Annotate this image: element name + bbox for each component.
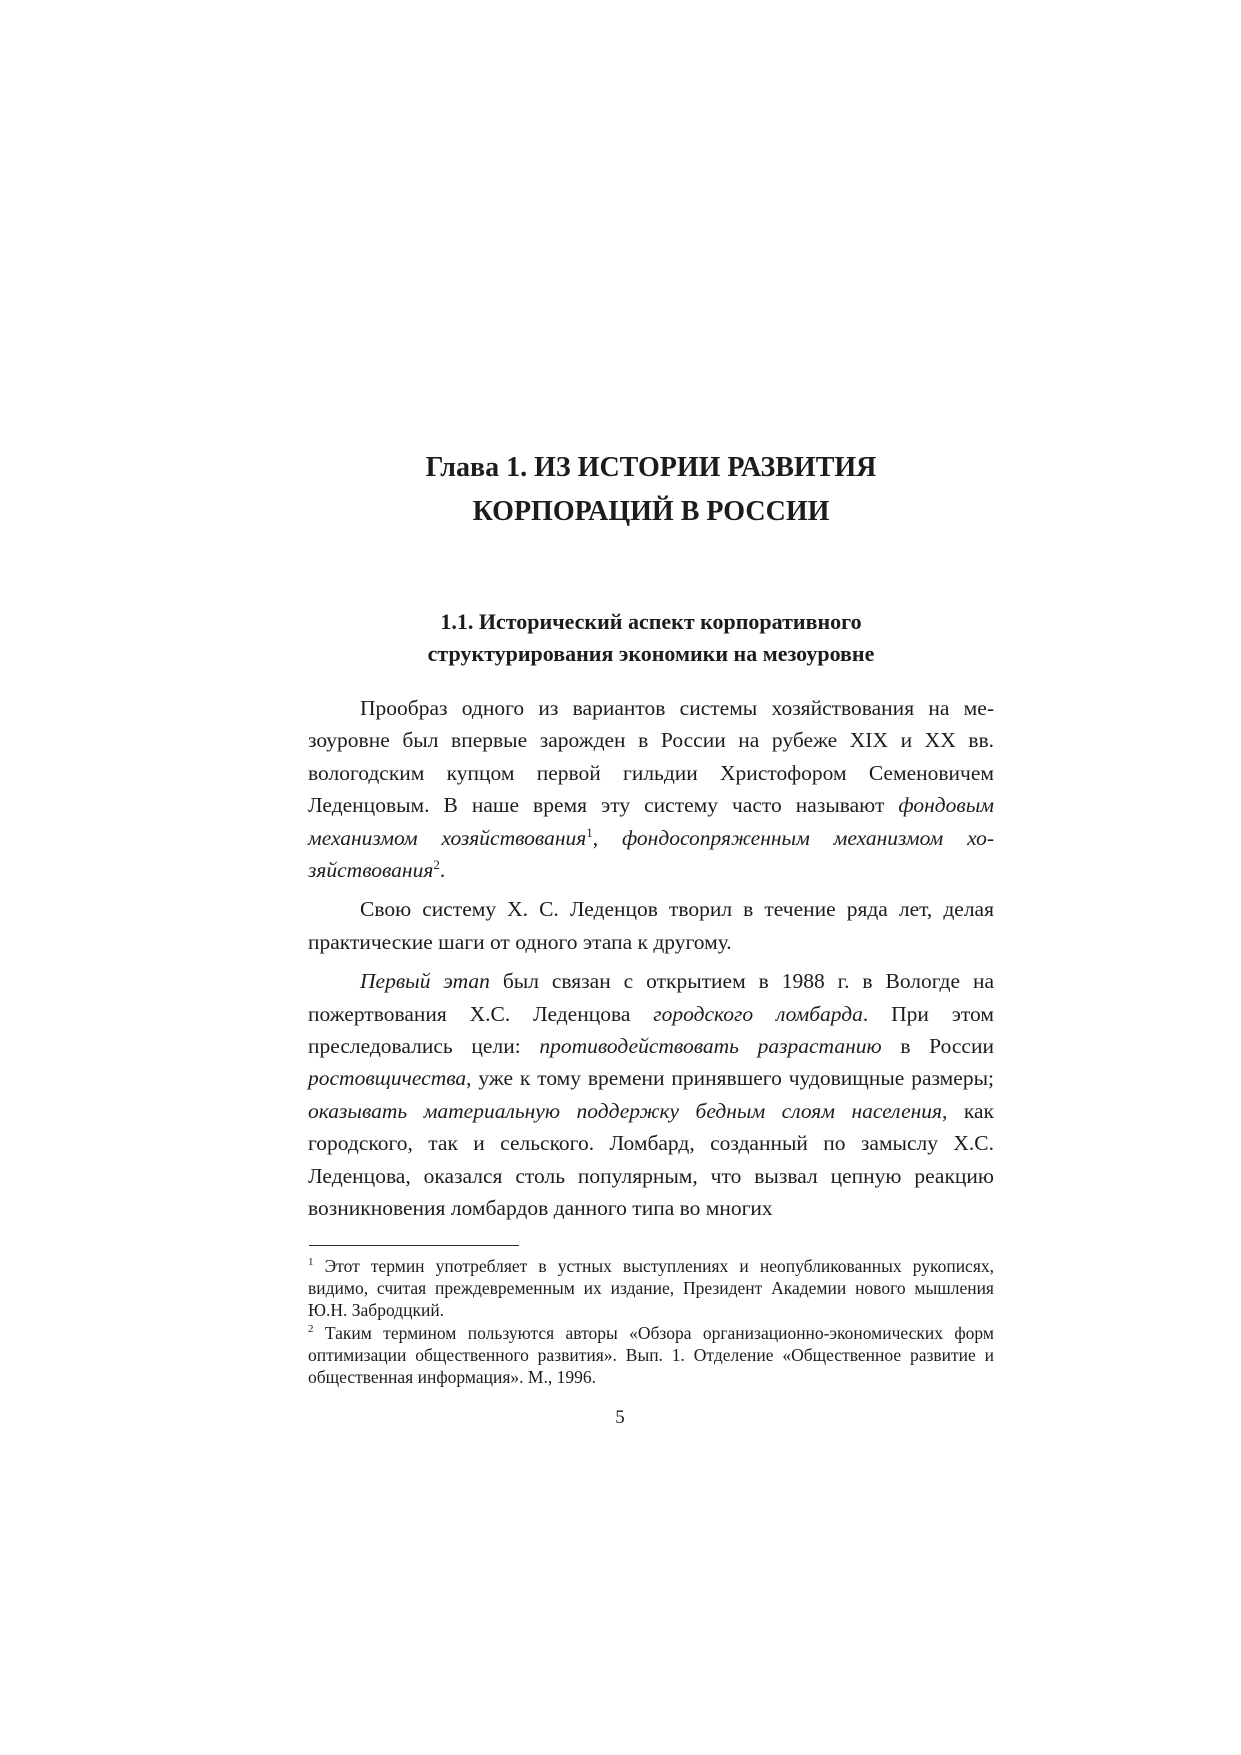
- paragraph-3-text-e: , как городского, так и сельского. Ломбард, созданный по замыслу Х.С. Леденцова, оказался столь популярным, что вызвал цепную реакцию возникновения ломбардов данного типа во многих: [308, 1098, 994, 1221]
- paragraph-3-emphasis-a: Первый этап: [360, 969, 490, 994]
- footnote-divider: [309, 1245, 519, 1246]
- paragraph-3-text-a: был связан с открытием в 1988 г. в Вологде на пожертвования Х.С. Леденцова: [308, 969, 994, 1026]
- paragraph-3-text-c: в России: [881, 1034, 994, 1059]
- footnote-2-text: Таким термином пользуются авторы «Обзора организационно-экономических форм оптимизации общественного развития». Вып. 1. Отделение «Общественное развитие и общественная информация». М., 1996.: [308, 1322, 994, 1388]
- footnote-1: [308, 1255, 994, 1322]
- paragraph-3: [308, 965, 994, 1224]
- footnote-ref-2[interactable]: 2: [433, 856, 440, 872]
- footnote-2: [308, 1322, 994, 1389]
- paragraph-3-emphasis-c: противодействовать разрастанию: [539, 1034, 882, 1059]
- section-title-line-1: 1.1. Исторический аспект корпоративного: [440, 609, 862, 634]
- chapter-title: [310, 446, 992, 534]
- paragraph-3-text-d: , уже к тому времени принявшего чудовищные размеры;: [466, 1066, 994, 1091]
- paragraph-1-emphasis-b: фондосопряженным механизмом хозяйствования: [308, 825, 994, 883]
- chapter-title-line-1: Глава 1. ИЗ ИСТОРИИ РАЗВИТИЯ: [425, 452, 877, 483]
- paragraph-1: [308, 692, 994, 886]
- section-title: [310, 606, 992, 670]
- paragraph-1-text-c: .: [439, 858, 446, 883]
- paragraph-1-text-a: Прообраз одного из вариантов системы хозяйствования на мезоуровне был впервые зарожден в России на рубеже XIX и XX вв. вологодским купцом первой гильдии Христофором Семеновичем Леденцовым. В наше время эту систему часто называют: [308, 696, 994, 818]
- section-title-line-2: структурирования экономики на мезоуровне: [427, 641, 875, 666]
- paragraph-3-text-b: . При этом преследовались цели:: [308, 1001, 994, 1059]
- paragraph-2: Свою систему Х. С. Леденцов творил в течение ряда лет, делая практические шаги от одного этапа к другому.: [308, 897, 994, 954]
- paragraph-3-emphasis-b: городского ломбарда: [653, 1001, 863, 1026]
- chapter-title-line-2: КОРПОРАЦИЙ В РОССИИ: [472, 496, 830, 527]
- footnotes: [308, 1255, 994, 1388]
- paragraph-3-emphasis-e: оказывать материальную поддержку бедным слоям населения: [308, 1098, 943, 1123]
- paragraph-3-emphasis-d: ростовщичества: [308, 1066, 467, 1091]
- paragraph-1-text-b: ,: [592, 825, 622, 850]
- body-text: [308, 692, 994, 1232]
- page-number: 5: [615, 1407, 625, 1428]
- footnote-ref-1[interactable]: 1: [586, 824, 593, 840]
- footnote-1-text: Этот термин употребляет в устных выступлениях и неопубликованных рукописях, видимо, считая преждевременным их издание, Президент Академии нового мышления Ю.Н. Забродцкий.: [308, 1256, 994, 1321]
- paragraph-1-emphasis-a: фондовым механизмом хозяйствования: [308, 793, 994, 850]
- footnote-1-mark: 1: [308, 1256, 314, 1269]
- footnote-2-mark: 2: [308, 1322, 314, 1335]
